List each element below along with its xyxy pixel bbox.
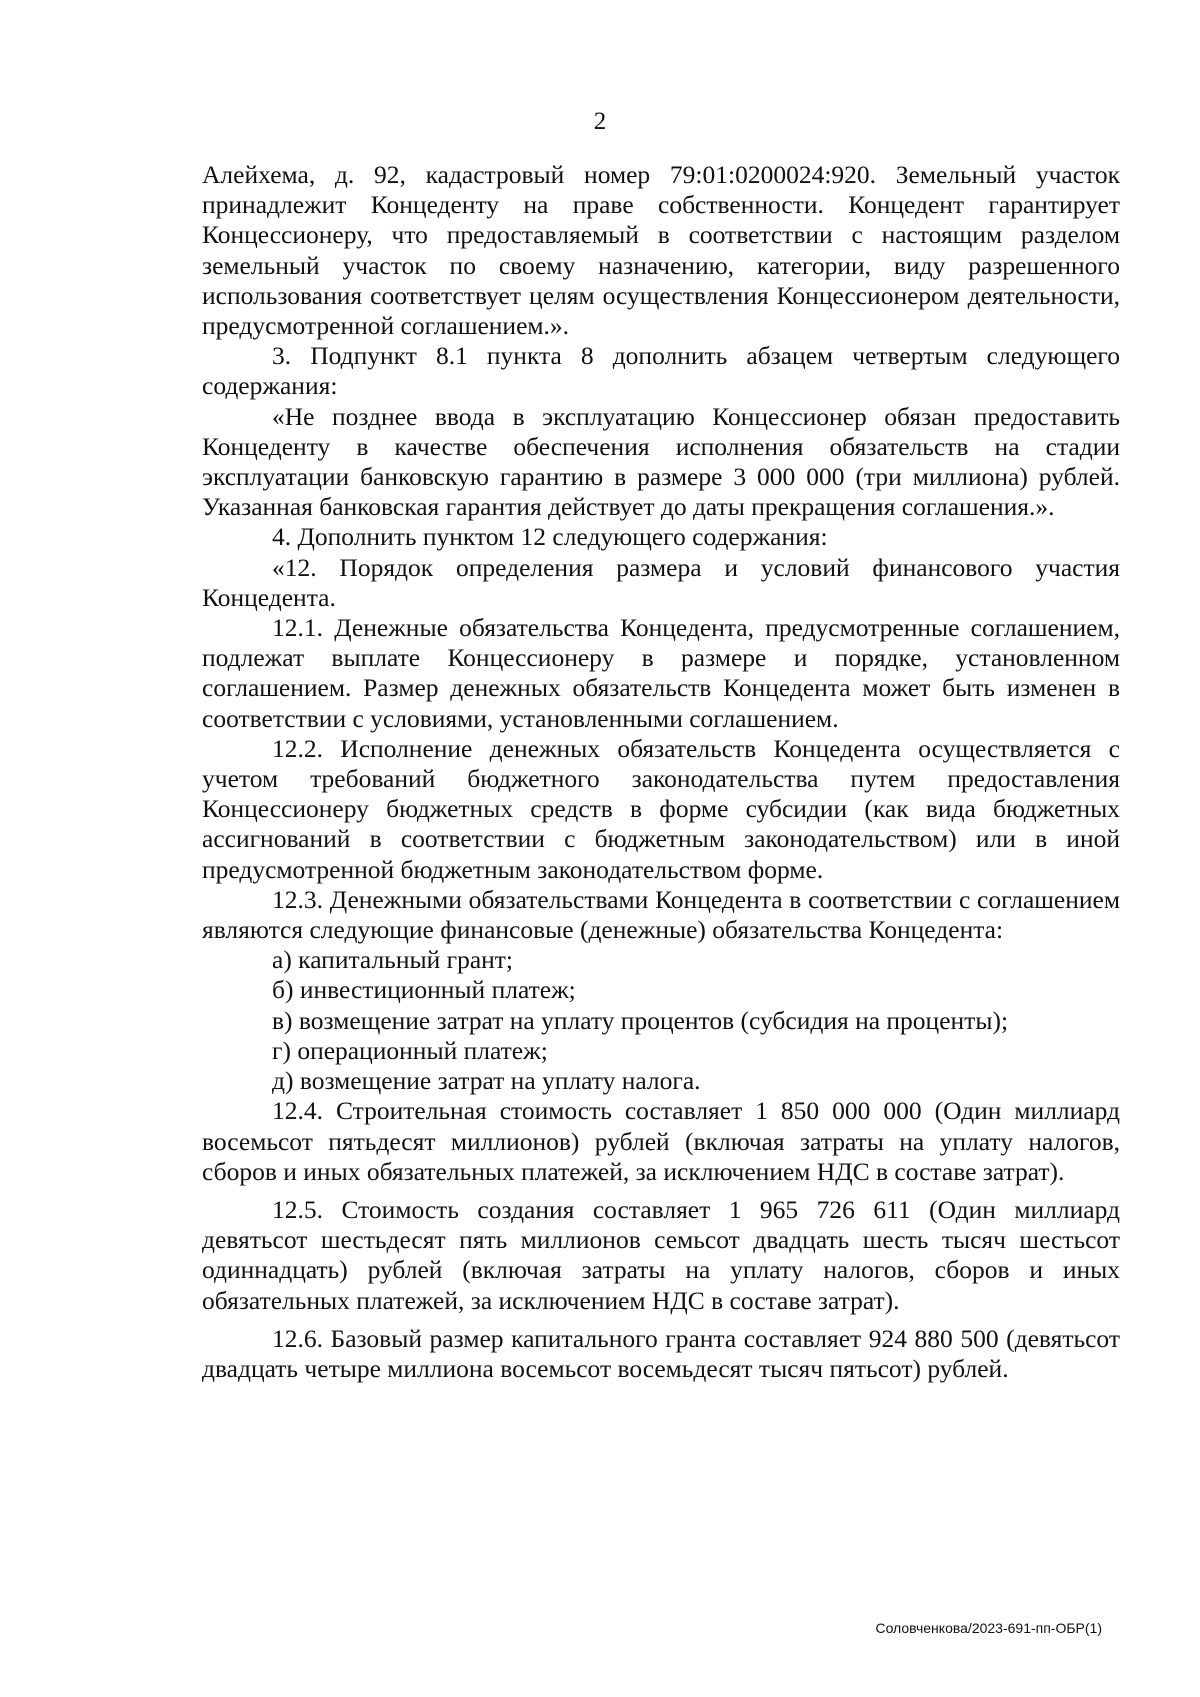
list-item-v: в) возмещение затрат на уплату процентов (субсидия на проценты); (272, 1005, 1009, 1035)
page-number: 2 (593, 108, 607, 135)
paragraph-12-6: 12.6. Базовый размер капитального гранта составляет 924 880 500 (девятьсот двадцать четыре миллиона восемьсот восемьдесят тысяч пятьсот) рублей. (202, 1323, 1120, 1383)
list-item-g: г) операционный платеж; (272, 1035, 548, 1065)
paragraph-12-1: 12.1. Денежные обязательства Концедента, предусмотренные соглашением, подлежат выплате Концессионеру в размере и порядке, установленном соглашением. Размер денежных обязательств Концедента может быть изменен в соответствии с условиями, установленными соглашением. (202, 613, 1120, 733)
document-body (202, 160, 1120, 1384)
paragraph-12-2: 12.2. Исполнение денежных обязательств Концедента осуществляется с учетом требований бюджетного законодательства путем предоставления Концессионеру бюджетных средств в форме субсидии (как вида бюджетных ассигнований в соответствии с бюджетным законодательством) или в иной предусмотренной бюджетным законодательством форме. (202, 733, 1120, 884)
paragraph-land-plot: Алейхема, д. 92, кадастровый номер 79:01:0200024:920. Земельный участок принадлежит Концеденту на праве собственности. Концедент гарантирует Концессионеру, что предоставляемый в соответствии с настоящим разделом земельный участок по своему назначению, категории, виду разрешенного использования соответствует целям осуществления Концессионером деятельности, предусмотренной соглашением.». (202, 160, 1120, 341)
list-item-a: а) капитальный грант; (272, 945, 514, 975)
paragraph-12-4: 12.4. Строительная стоимость составляет 1 850 000 000 (Один миллиард восемьсот пятьдесят миллионов) рублей (включая затраты на уплату налогов, сборов и иных обязательных платежей, за исключением НДС в составе затрат). (202, 1096, 1120, 1186)
paragraph-12-5: 12.5. Стоимость создания составляет 1 965 726 611 (Один миллиард девятьсот шестьдесят пять миллионов семьсот двадцать шесть тысяч шестьсот одиннадцать) рублей (включая затраты на уплату налогов, сборов и иных обязательных платежей, за исключением НДС в составе затрат). (202, 1194, 1120, 1315)
footer-reference: Соловченкова/2023-691-пп-ОБР(1) (875, 1620, 1102, 1636)
paragraph-12-3: 12.3. Денежными обязательствами Концедента в соответствии с соглашением являются следующие финансовые (денежные) обязательства Концедента: (202, 884, 1120, 945)
paragraph-bank-guarantee: «Не позднее ввода в эксплуатацию Концессионер обязан предоставить Концеденту в качестве обеспечения исполнения обязательств на стадии эксплуатации банковскую гарантию в размере 3 000 000 (три миллиона) рублей. Указанная банковская гарантия действует до даты прекращения соглашения.». (202, 401, 1120, 522)
paragraph-12-heading: «12. Порядок определения размера и условий финансового участия Концедента. (202, 552, 1120, 612)
paragraph-item-4: 4. Дополнить пунктом 12 следующего содержания: (272, 522, 828, 552)
paragraph-item-3: 3. Подпункт 8.1 пункта 8 дополнить абзацем четвертым следующего содержания: (202, 341, 1120, 401)
list-item-b: б) инвестиционный платеж; (272, 975, 576, 1005)
list-item-d: д) возмещение затрат на уплату налога. (272, 1066, 701, 1096)
